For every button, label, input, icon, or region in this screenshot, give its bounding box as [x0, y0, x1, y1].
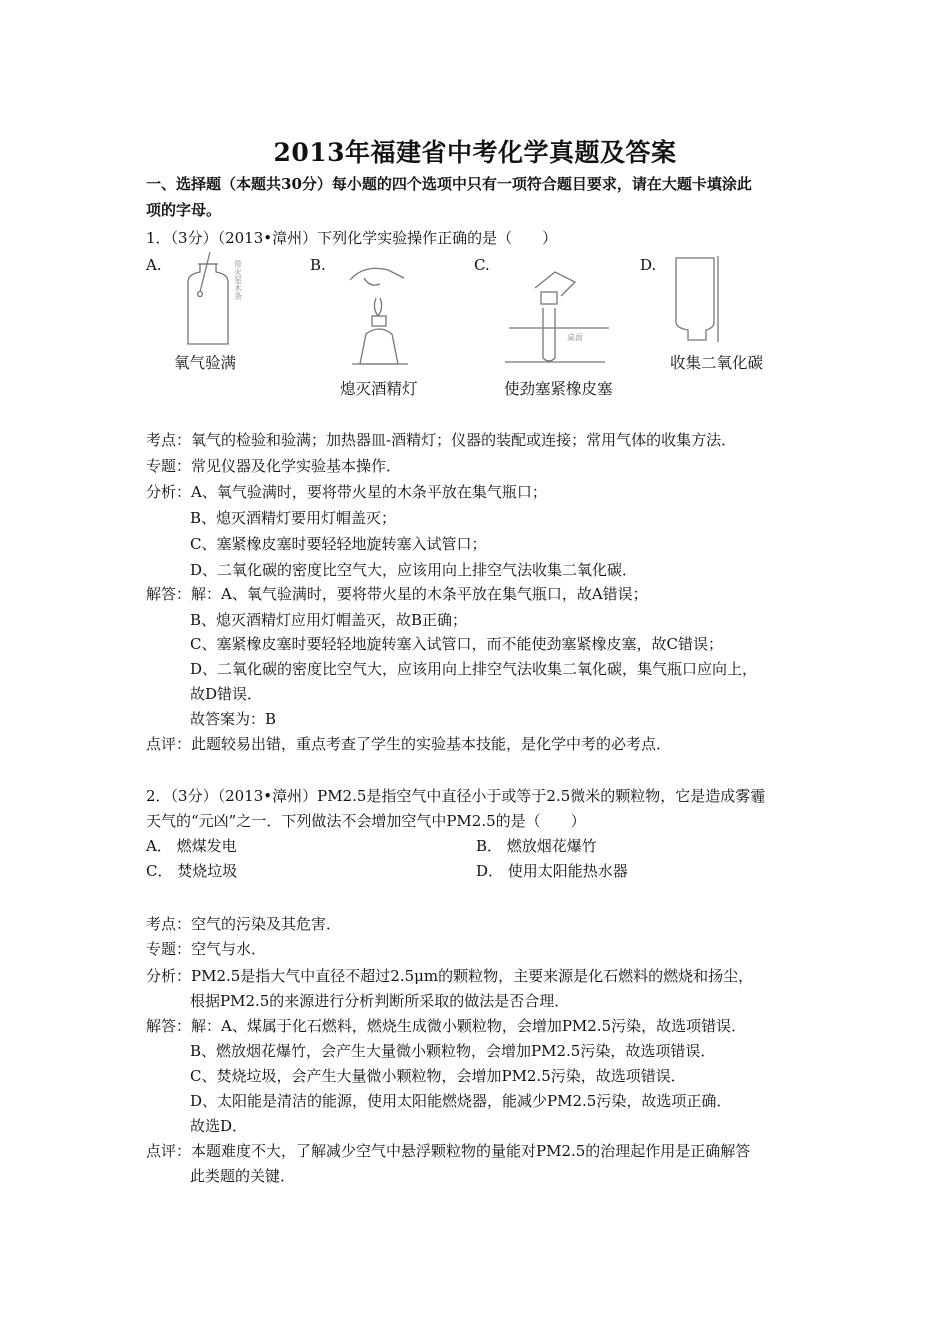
q1-jieda-line: D、二氧化碳的密度比空气大，应该用向上排空气法收集二氧化碳，集气瓶口应向上，: [190, 660, 758, 678]
section-heading-line-2: 项的字母。: [146, 201, 222, 219]
q2-stem-line-2: 天气的“元凶”之一．下列做法不会增加空气中PM2.5的是（ ）: [146, 812, 586, 830]
q1-option-b-letter: B.: [310, 256, 326, 274]
desk-label: 桌面: [567, 333, 583, 342]
q1-jieda-line: C、塞紧橡皮塞时要轻轻地旋转塞入试管口，而不能使劲塞紧橡皮塞，故C错误；: [190, 635, 723, 653]
q2-fenxi-line: 分析：PM2.5是指大气中直径不超过2.5μm的颗粒物，主要来源是化石燃料的燃烧和扬尘，: [146, 967, 754, 985]
q2-jieda-line: 解答：解：A、煤属于化石燃料，燃烧生成微小颗粒物，会增加PM2.5污染，故选项错误．: [146, 1017, 747, 1035]
q1-jieda-line: 故D错误．: [190, 685, 263, 703]
q2-stem-line-1: 2．（3分）（2013•漳州）PM2.5是指空气中直径小于或等于2.5微米的颗粒物，它是造成雾霾: [146, 787, 766, 805]
test-tube-stopper-icon: [505, 258, 615, 370]
page-title: 2013年福建省中考化学真题及答案: [273, 138, 677, 167]
q1-zhuanti: 专题：常见仪器及化学实验基本操作．: [146, 457, 402, 475]
q2-option-d: D． 使用太阳能热水器: [476, 862, 628, 880]
section-heading-line-1: 一、选择题（本题共30分）每小题的四个选项中只有一项符合题目要求，请在大题卡填涂此: [146, 175, 752, 193]
q2-zhuanti: 专题：空气与水．: [146, 940, 267, 958]
q1-kaodian: 考点：氧气的检验和验满；加热器皿-酒精灯；仪器的装配或连接；常用气体的收集方法．: [146, 431, 737, 449]
q1-option-d-caption: 收集二氧化碳: [670, 354, 764, 372]
q1-option-a-letter: A.: [146, 256, 162, 274]
q1-fenxi-line: D、二氧化碳的密度比空气大，应该用向上排空气法收集二氧化碳．: [190, 561, 638, 579]
q1-option-c-letter: C.: [474, 256, 490, 274]
q2-dianping-line: 此类题的关键．: [190, 1167, 296, 1185]
q1-jieda-line: 解答：解：A、氧气验满时，要将带火星的木条平放在集气瓶口，故A错误；: [146, 585, 648, 603]
q2-fenxi-line: 根据PM2.5的来源进行分析判断所采取的做法是否合理．: [190, 992, 570, 1010]
q1-option-b-caption: 熄灭酒精灯: [340, 380, 418, 398]
q1-dianping: 点评：此题较易出错，重点考查了学生的实验基本技能，是化学中考的必考点．: [146, 735, 672, 753]
q1-answer: 故答案为：B: [190, 710, 277, 728]
q1-fenxi-line: C、塞紧橡皮塞时要轻轻地旋转塞入试管口；: [190, 535, 487, 553]
q1-option-a-caption: 氧气验满: [174, 354, 237, 372]
q2-jieda-line: C、焚烧垃圾，会产生大量微小颗粒物，会增加PM2.5污染，故选项错误．: [190, 1067, 686, 1085]
q1-fenxi-line: B、熄灭酒精灯要用灯帽盖灭；: [190, 509, 397, 527]
q2-answer: 故选D．: [190, 1117, 248, 1135]
q2-kaodian: 考点：空气的污染及其危害．: [146, 915, 342, 933]
q2-option-a: A． 燃煤发电: [146, 837, 237, 855]
q1-stem: 1．（3分）（2013•漳州）下列化学实验操作正确的是（ ）: [146, 229, 558, 247]
q1-jieda-line: B、熄灭酒精灯应用灯帽盖灭，故B正确；: [190, 611, 468, 629]
q2-jieda-line: B、燃放烟花爆竹，会产生大量微小颗粒物，会增加PM2.5污染，故选项错误．: [190, 1042, 716, 1060]
alcohol-lamp-blowing-icon: [330, 260, 430, 370]
q2-dianping-line: 点评：本题难度不大，了解减少空气中悬浮颗粒物的量能对PM2.5的治理起作用是正确解答: [146, 1142, 751, 1160]
gas-bottle-wood-splint-icon: [170, 252, 260, 350]
q1-fenxi-line: 分析：A、氧气验满时，要将带火星的木条平放在集气瓶口；: [146, 483, 547, 501]
q1-option-d-letter: D.: [640, 256, 657, 274]
q2-option-c: C． 焚烧垃圾: [146, 862, 238, 880]
q1-option-c-caption: 使劲塞紧橡皮塞: [504, 380, 613, 398]
q2-jieda-line: D、太阳能是清洁的能源，使用太阳能燃烧器，能减少PM2.5污染，故选项正确．: [190, 1092, 732, 1110]
splint-label: 带火星木条: [233, 260, 243, 300]
q2-option-b: B． 燃放烟花爆竹: [476, 837, 597, 855]
inverted-gas-bottle-icon: [668, 252, 728, 348]
